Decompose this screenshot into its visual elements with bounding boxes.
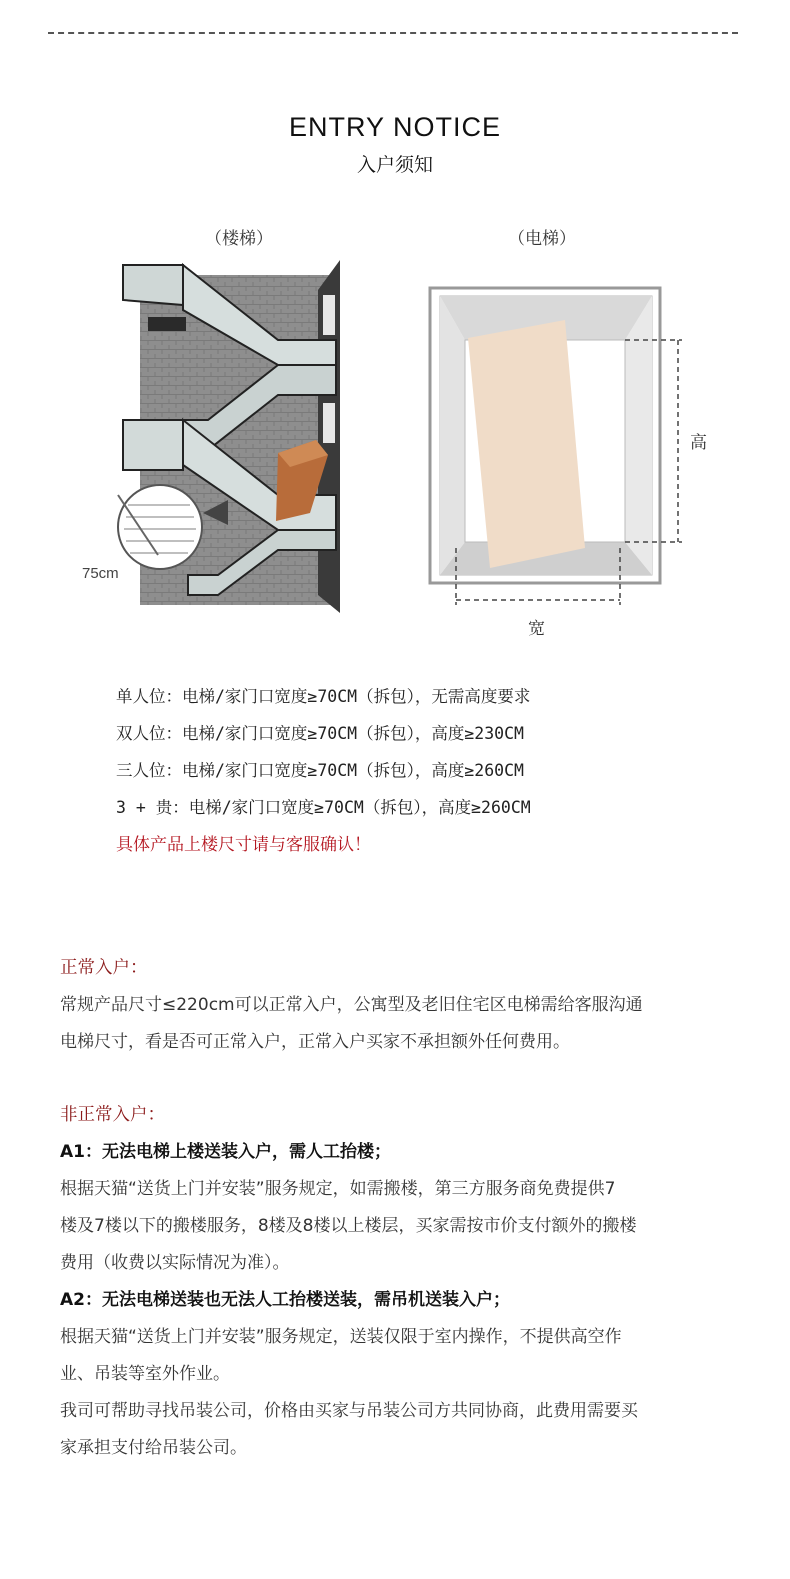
top-dashed-divider bbox=[48, 32, 738, 34]
elevator-height-label: 高 bbox=[690, 433, 707, 453]
normal-entry-heading: 正常入户： bbox=[60, 958, 148, 978]
spec-note: 具体产品上楼尺寸请与客服确认！ bbox=[116, 835, 371, 855]
normal-entry-line: 常规产品尺寸≤220cm可以正常入户，公寓型及老旧住宅区电梯需给客服沟通 bbox=[60, 995, 643, 1015]
a1-title: A1：无法电梯上楼送装入户，需人工抬楼； bbox=[60, 1142, 391, 1162]
normal-entry-line: 电梯尺寸，看是否可正常入户，正常入户买家不承担额外任何费用。 bbox=[60, 1032, 570, 1052]
a2-title: A2：无法电梯送装也无法人工抬楼送装，需吊机送装入户； bbox=[60, 1290, 510, 1310]
spec-line-single: 单人位：电梯/家门口宽度≥70CM（拆包），无需高度要求 bbox=[116, 687, 531, 706]
elevator-illustration bbox=[420, 280, 720, 645]
spec-line-three-plus: 3 + 贵：电梯/家门口宽度≥70CM（拆包），高度≥260CM bbox=[116, 798, 531, 817]
normal-entry-section bbox=[60, 950, 740, 1061]
a2-line: 我司可帮助寻找吊装公司，价格由买家与吊装公司方共同协商，此费用需要买 bbox=[60, 1401, 638, 1421]
a1-line: 楼及7楼以下的搬楼服务，8楼及8楼以上楼层，买家需按市价支付额外的搬楼 bbox=[60, 1216, 637, 1236]
stairs-width-label: 75cm bbox=[82, 565, 119, 582]
a2-line: 根据天猫“送货上门并安装”服务规定，送装仅限于室内操作，不提供高空作 bbox=[60, 1327, 622, 1347]
page-title: ENTRY NOTICE bbox=[288, 112, 502, 142]
a1-line: 根据天猫“送货上门并安装”服务规定，如需搬楼，第三方服务商免费提供7 bbox=[60, 1179, 616, 1199]
elevator-caption: （电梯） bbox=[508, 229, 576, 249]
spec-line-double: 双人位：电梯/家门口宽度≥70CM（拆包），高度≥230CM bbox=[116, 724, 524, 743]
page-subtitle: 入户须知 bbox=[356, 154, 433, 176]
a1-line: 费用（收费以实际情况为准）。 bbox=[60, 1253, 290, 1273]
a2-line: 业、吊装等室外作业。 bbox=[60, 1364, 230, 1384]
abnormal-entry-section bbox=[60, 1097, 740, 1467]
spec-line-triple: 三人位：电梯/家门口宽度≥70CM（拆包），高度≥260CM bbox=[116, 761, 524, 780]
stairs-illustration bbox=[78, 255, 353, 620]
a2-line: 家承担支付给吊装公司。 bbox=[60, 1438, 247, 1458]
stairs-caption: （楼梯） bbox=[205, 229, 273, 249]
elevator-width-label: 宽 bbox=[528, 619, 545, 639]
abnormal-entry-heading: 非正常入户： bbox=[60, 1105, 165, 1125]
